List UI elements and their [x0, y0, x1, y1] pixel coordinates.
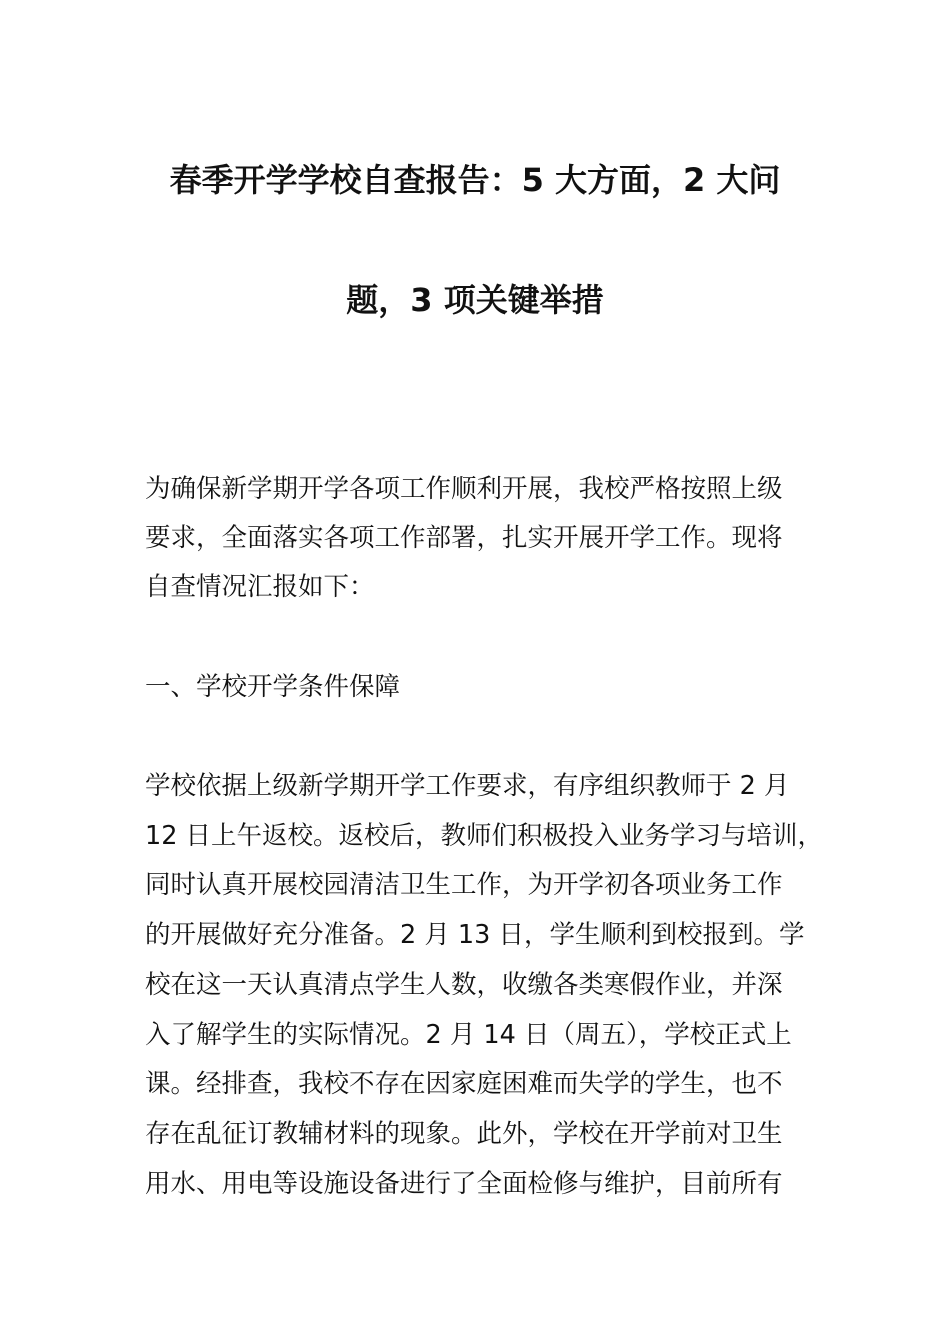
paragraph-line-5: 校在这一天认真清点学生人数，收缴各类寒假作业，并深 — [145, 970, 783, 1000]
intro-line-2: 要求，全面落实各项工作部署，扎实开展开学工作。现将 — [145, 523, 783, 553]
paragraph-line-4: 的开展做好充分准备。2 月 13 日，学生顺利到校报到。学 — [145, 920, 805, 950]
document-title-line-1: 春季开学学校自查报告：5 大方面，2 大问 — [169, 161, 781, 199]
paragraph-line-1: 学校依据上级新学期开学工作要求，有序组织教师于 2 月 — [145, 771, 790, 801]
paragraph-line-9: 用水、用电等设施设备进行了全面检修与维护，目前所有 — [145, 1169, 783, 1199]
paragraph-line-3: 同时认真开展校园清洁卫生工作，为开学初各项业务工作 — [145, 870, 783, 900]
paragraph-line-7: 课。经排查，我校不存在因家庭困难而失学的学生，也不 — [145, 1069, 783, 1099]
document-title-line-2: 题，3 项关键举措 — [346, 281, 604, 319]
paragraph-line-8: 存在乱征订教辅材料的现象。此外，学校在开学前对卫生 — [145, 1119, 783, 1149]
paragraph-line-2: 12 日上午返校。返校后，教师们积极投入业务学习与培训， — [145, 821, 824, 851]
intro-line-3: 自查情况汇报如下： — [145, 572, 375, 602]
section-heading: 一、学校开学条件保障 — [145, 672, 401, 702]
paragraph-line-6: 入了解学生的实际情况。2 月 14 日（周五），学校正式上 — [145, 1020, 792, 1050]
intro-line-1: 为确保新学期开学各项工作顺利开展，我校严格按照上级 — [145, 474, 783, 504]
